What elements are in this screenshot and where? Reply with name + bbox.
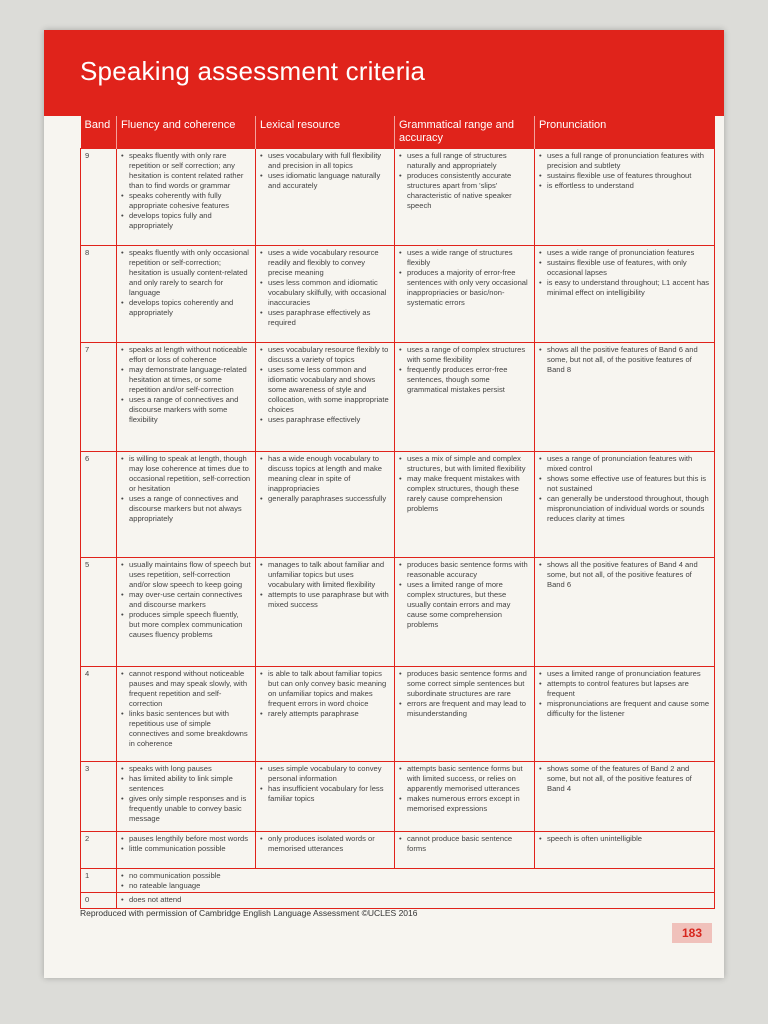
criterion-point: • uses a full range of pronunciation features with precision and subtlety [539,151,710,171]
criterion-point: • sustains flexible use of features throughout [539,171,710,181]
criterion-point: • uses less common and idiomatic vocabulary skilfully, with occasional inaccuracies [260,278,390,308]
criterion-point: • produces basic sentence forms and some correct simple sentences but subordinate structures are rare [399,669,530,699]
criterion-point: • uses vocabulary with full flexibility and precision in all topics [260,151,390,171]
criterion-point: • uses a range of complex structures with some flexibility [399,345,530,365]
criterion-point: • can generally be understood throughout, though mispronunciation of individual words or sounds reduces clarity at times [539,494,710,524]
lexical-cell [256,832,395,869]
criterion-point: • uses a range of connectives and discourse markers but not always appropriately [121,494,251,524]
criterion-point: • speaks at length without noticeable effort or loss of coherence [121,345,251,365]
page-title: Speaking assessment criteria [80,56,426,86]
criterion-point: • uses a limited range of pronunciation features [539,669,710,679]
criterion-point: • sustains flexible use of features, with only occasional lapses [539,258,710,278]
criterion-point: • uses a full range of structures naturally and appropriately [399,151,530,171]
criterion-point: • cannot produce basic sentence forms [399,834,530,854]
band-number: 7 [81,343,117,452]
grammar-cell [395,343,535,452]
criterion-point: • may demonstrate language-related hesitation at times, or some repetition and/or self-correction [121,365,251,395]
criterion-point: • has insufficient vocabulary for less familiar topics [260,784,390,804]
lexical-cell [256,149,395,246]
criterion-point: • makes numerous errors except in memorised expressions [399,794,530,814]
pronunciation-cell [535,762,715,832]
criterion-point: • uses a wide range of pronunciation features [539,248,710,258]
book-page [44,30,724,978]
criterion-point: • uses paraphrase effectively as required [260,308,390,328]
criterion-point: • uses idiomatic language naturally and accurately [260,171,390,191]
lexical-cell [256,667,395,762]
grammar-cell [395,832,535,869]
criterion-point: • is effortless to understand [539,181,710,191]
fluency-cell [117,893,715,909]
band-row [81,452,715,558]
grammar-cell [395,558,535,667]
criterion-point: • produces simple speech fluently, but more complex communication causes fluency problems [121,610,251,640]
criterion-point: • shows all the positive features of Band 4 and some, but not all, of the positive features of Band 6 [539,560,710,590]
criterion-point: • has a wide enough vocabulary to discuss topics at length and make meaning clear in spite of inappropriacies [260,454,390,494]
criterion-point: • produces basic sentence forms with reasonable accuracy [399,560,530,580]
criterion-point: • does not attend [121,895,710,905]
criterion-point: • usually maintains flow of speech but uses repetition, self-correction and/or slow speech to keep going [121,560,251,590]
pronunciation-cell [535,246,715,343]
criterion-point: • develops topics fully and appropriately [121,211,251,231]
criterion-point: • shows all the positive features of Band 6 and some, but not all, of the positive features of Band 8 [539,345,710,375]
criterion-point: • attempts to use paraphrase but with mixed success [260,590,390,610]
pronunciation-cell [535,832,715,869]
pronunciation-cell [535,558,715,667]
criterion-point: • uses a mix of simple and complex structures, but with limited flexibility [399,454,530,474]
band-number: 5 [81,558,117,667]
page-number: 183 [672,923,712,943]
grammar-cell [395,149,535,246]
band-row [81,832,715,869]
lexical-cell [256,452,395,558]
criterion-point: • uses simple vocabulary to convey personal information [260,764,390,784]
band-number: 4 [81,667,117,762]
criterion-point: • uses a limited range of more complex structures, but these usually contain errors and may cause some comprehension problems [399,580,530,630]
title-banner [44,30,724,116]
criterion-point: • speaks fluently with only rare repetition or self correction; any hesitation is content related rather than to find words or grammar [121,151,251,191]
criterion-point: • has limited ability to link simple sentences [121,774,251,794]
fluency-cell [117,149,256,246]
criterion-point: • uses a range of connectives and discourse markers with some flexibility [121,395,251,425]
grammar-cell [395,667,535,762]
criterion-point: • no communication possible [121,871,710,881]
pronunciation-cell [535,343,715,452]
fluency-cell [117,246,256,343]
header-grammar: Grammatical range and accuracy [395,116,535,149]
criterion-point: • gives only simple responses and is frequently unable to convey basic message [121,794,251,824]
criterion-point: • generally paraphrases successfully [260,494,390,504]
criterion-point: • is able to talk about familiar topics but can only convey basic meaning on unfamiliar topics and makes frequent errors in word choice [260,669,390,709]
lexical-cell [256,558,395,667]
grammar-cell [395,762,535,832]
criterion-point: • may over-use certain connectives and discourse markers [121,590,251,610]
band-row [81,869,715,893]
criterion-point: • cannot respond without noticeable pauses and may speak slowly, with frequent repetition and self-correction [121,669,251,709]
criterion-point: • produces consistently accurate structures apart from 'slips' characteristic of native speaker speech [399,171,530,211]
criterion-point: • is willing to speak at length, though may lose coherence at times due to occasional repetition, self-correction or hesitation [121,454,251,494]
band-row [81,667,715,762]
header-band: Band [81,116,117,149]
criterion-point: • may make frequent mistakes with complex structures, though these rarely cause comprehension problems [399,474,530,514]
header-pronunciation: Pronunciation [535,116,715,149]
criterion-point: • mispronunciations are frequent and cause some difficulty for the listener [539,699,710,719]
fluency-cell [117,667,256,762]
grammar-cell [395,452,535,558]
criterion-point: • pauses lengthily before most words [121,834,251,844]
criterion-point: • rarely attempts paraphrase [260,709,390,719]
band-row [81,762,715,832]
criterion-point: • uses vocabulary resource flexibly to discuss a variety of topics [260,345,390,365]
criterion-point: • uses a wide range of structures flexibly [399,248,530,268]
header-lexical: Lexical resource [256,116,395,149]
band-row [81,246,715,343]
fluency-cell [117,343,256,452]
criterion-point: • speaks with long pauses [121,764,251,774]
fluency-cell [117,832,256,869]
criterion-point: • attempts to control features but lapses are frequent [539,679,710,699]
band-number: 3 [81,762,117,832]
fluency-cell [117,869,715,893]
fluency-cell [117,558,256,667]
criterion-point: • speech is often unintelligible [539,834,710,844]
band-row [81,893,715,909]
credit-line: Reproduced with permission of Cambridge English Language Assessment ©UCLES 2016 [80,908,418,918]
lexical-cell [256,246,395,343]
criterion-point: • uses some less common and idiomatic vocabulary and shows some awareness of style and collocation, with some inappropriate choices [260,365,390,415]
pronunciation-cell [535,667,715,762]
lexical-cell [256,762,395,832]
header-row [81,116,715,149]
criterion-point: • manages to talk about familiar and unfamiliar topics but uses vocabulary with limited flexibility [260,560,390,590]
criteria-table [80,116,715,909]
lexical-cell [256,343,395,452]
band-number: 9 [81,149,117,246]
criterion-point: • uses paraphrase effectively [260,415,390,425]
band-number: 0 [81,893,117,909]
criterion-point: • develops topics coherently and appropriately [121,298,251,318]
pronunciation-cell [535,452,715,558]
criterion-point: • shows some of the features of Band 2 and some, but not all, of the positive features of Band 4 [539,764,710,794]
criterion-point: • produces a majority of error-free sentences with only very occasional inappropriacies or basic/non-systematic errors [399,268,530,308]
criterion-point: • uses a wide vocabulary resource readily and flexibly to convey precise meaning [260,248,390,278]
band-row [81,149,715,246]
criterion-point: • only produces isolated words or memorised utterances [260,834,390,854]
criterion-point: • no rateable language [121,881,710,891]
criterion-point: • speaks coherently with fully appropriate cohesive features [121,191,251,211]
criterion-point: • frequently produces error-free sentences, though some grammatical mistakes persist [399,365,530,395]
fluency-cell [117,762,256,832]
criterion-point: • uses a range of pronunciation features with mixed control [539,454,710,474]
criterion-point: • attempts basic sentence forms but with limited success, or relies on apparently memorised utterances [399,764,530,794]
band-number: 1 [81,869,117,893]
band-number: 2 [81,832,117,869]
criterion-point: • links basic sentences but with repetitious use of simple connectives and some breakdowns in coherence [121,709,251,749]
criterion-point: • shows some effective use of features but this is not sustained [539,474,710,494]
header-fluency: Fluency and coherence [117,116,256,149]
band-number: 8 [81,246,117,343]
criterion-point: • speaks fluently with only occasional repetition or self-correction; hesitation is usually content-related and only rarely to search for language [121,248,251,298]
fluency-cell [117,452,256,558]
band-row [81,558,715,667]
criterion-point: • is easy to understand throughout; L1 accent has minimal effect on intelligibility [539,278,710,298]
criterion-point: • errors are frequent and may lead to misunderstanding [399,699,530,719]
band-row [81,343,715,452]
criterion-point: • little communication possible [121,844,251,854]
band-number: 6 [81,452,117,558]
grammar-cell [395,246,535,343]
pronunciation-cell [535,149,715,246]
